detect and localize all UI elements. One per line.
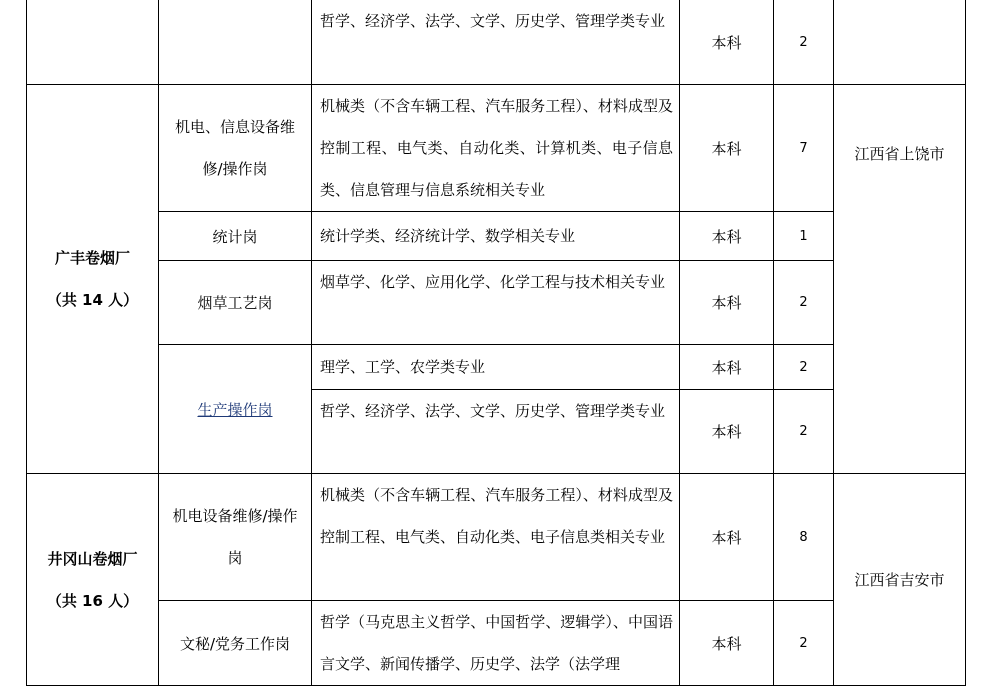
degree-cell: 本科: [680, 601, 774, 686]
unit-name: 广丰卷烟厂: [54, 249, 130, 267]
count-cell: 2: [774, 390, 834, 474]
degree-cell: 本科: [680, 390, 774, 474]
unit-cell-empty: [27, 0, 159, 85]
major-cell: 哲学、经济学、法学、文学、历史学、管理学类专业: [312, 390, 680, 474]
position-cell: 文秘/党务工作岗: [159, 601, 312, 686]
major-cell: 机械类（不含车辆工程、汽车服务工程）、材料成型及控制工程、电气类、自动化类、计算机类、电子信息类、信息管理与信息系统相关专业: [312, 85, 680, 212]
degree-cell: 本科: [680, 85, 774, 212]
count-cell: 1: [774, 212, 834, 261]
table-row: [27, 85, 966, 212]
table-row: [27, 212, 966, 261]
count-cell: 2: [774, 345, 834, 390]
recruitment-table: [26, 0, 966, 686]
unit-total: （共 14 人）: [46, 291, 139, 309]
major-cell: 理学、工学、农学类专业: [312, 345, 680, 390]
unit-cell-guangfeng: [27, 85, 159, 474]
table-row: [27, 345, 966, 390]
degree-cell: 本科: [680, 0, 774, 85]
position-cell: 统计岗: [159, 212, 312, 261]
table-row: [27, 0, 966, 85]
location-cell: 江西省吉安市: [834, 474, 966, 686]
count-cell: 7: [774, 85, 834, 212]
unit-total: （共 16 人）: [46, 591, 139, 610]
position-cell: 机电、信息设备维修/操作岗: [159, 85, 312, 212]
degree-cell: 本科: [680, 212, 774, 261]
count-cell: 2: [774, 0, 834, 85]
position-link[interactable]: 生产操作岗: [197, 400, 273, 419]
major-cell: 统计学类、经济统计学、数学相关专业: [312, 212, 680, 261]
position-cell-empty: [159, 0, 312, 85]
count-cell: 2: [774, 261, 834, 345]
position-cell: 机电设备维修/操作岗: [159, 474, 312, 601]
position-cell: 烟草工艺岗: [159, 261, 312, 345]
location-cell-empty: [834, 0, 966, 85]
degree-cell: 本科: [680, 261, 774, 345]
location-cell: 江西省上饶市: [834, 85, 966, 474]
unit-name: 井冈山卷烟厂: [47, 549, 138, 568]
table-row: [27, 601, 966, 686]
major-cell: 哲学、经济学、法学、文学、历史学、管理学类专业: [312, 0, 680, 85]
table-row: [27, 261, 966, 345]
major-cell: 烟草学、化学、应用化学、化学工程与技术相关专业: [312, 261, 680, 345]
count-cell: 2: [774, 601, 834, 686]
major-cell: 机械类（不含车辆工程、汽车服务工程）、材料成型及控制工程、电气类、自动化类、电子信息类相关专业: [312, 474, 680, 601]
degree-cell: 本科: [680, 345, 774, 390]
table-row: [27, 474, 966, 601]
unit-cell-jinggangshan: [27, 474, 159, 686]
position-cell: [159, 345, 312, 474]
major-cell: 哲学（马克思主义哲学、中国哲学、逻辑学）、中国语言文学、新闻传播学、历史学、法学（法学理: [312, 601, 680, 686]
degree-cell: 本科: [680, 474, 774, 601]
count-cell: 8: [774, 474, 834, 601]
